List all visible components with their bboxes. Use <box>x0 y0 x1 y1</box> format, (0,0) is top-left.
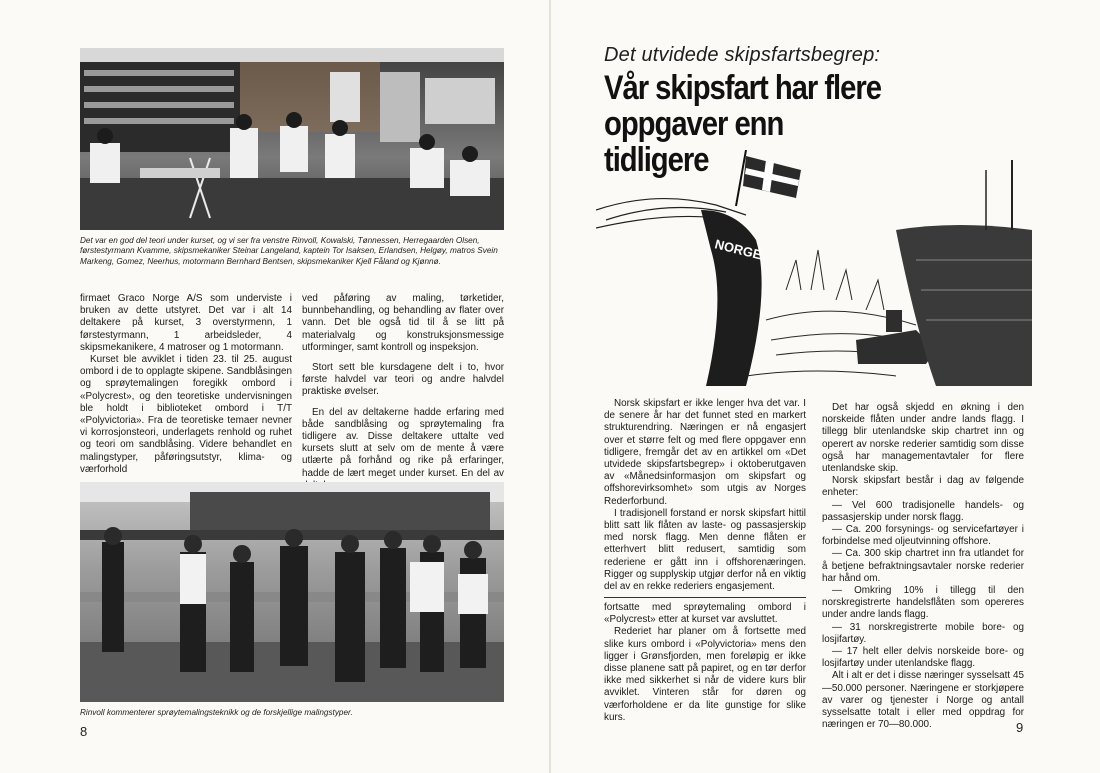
paragraph: firmaet Graco Norge A/S som underviste i bruken av dette utstyret. Det var i alt 14 deltakere på kurset, 3 overstyrmenn, 1 førstestyrmann, 1 arbeidsleder, 4 skipsmekanikere, 4 matroser og 1 motormann. <box>80 293 292 353</box>
illustration-label: NORGE <box>713 236 764 263</box>
list-item: — Vel 600 tradisjonelle handels- og passasjerskip under norsk flagg. <box>822 499 1024 523</box>
article-headline: Vår skipsfart har flere oppgaver enn tidligere <box>604 69 881 179</box>
right-article-column-2 <box>822 402 1024 731</box>
right-article-column-1 <box>604 398 806 593</box>
classroom-photo <box>80 48 504 230</box>
paragraph: En del av deltakerne hadde erfaring med både sandblåsing og sprøytemaling fra tidligere av. Disse deltakere uttalte ved kursets slutt at selv om de mente å være utlærte på forhånd og rike på erfaringer, hadde de lært meget under kurset. En del av <box>302 406 504 479</box>
left-article-column-2 <box>302 293 504 492</box>
paragraph: Det har også skjedd en økning i den norskeide flåten under andre lands flagg. I tillegg blir utenlandske skip chartret inn og operert av norske rederier samtidig som disse også har managementavtaler for flere utenlandske skip. <box>822 402 1024 475</box>
bottom-photo-caption: Rinvoll kommenterer sprøytemalingsteknikk og de forskjellige malingstyper. <box>80 708 353 717</box>
list-item: — 17 helt eller delvis norskeide bore- og losjifartøy under utenlandske flagg. <box>822 646 1024 670</box>
continuation-rule <box>604 597 806 598</box>
paragraph: Norsk skipsfart består i dag av følgende enheter: <box>822 475 1024 499</box>
list-item: — Omkring 10% i tillegg til den norskregistrerte handelsflåten som opereres under andre lands flagg. <box>822 585 1024 621</box>
page-gutter <box>549 0 551 773</box>
page-number-right: 9 <box>1016 720 1024 735</box>
paragraph: fortsatte med sprøytemaling ombord i «Polycrest» etter at kurset var avsluttet. <box>604 602 806 626</box>
right-article-column-1b <box>604 602 806 724</box>
paragraph: Kurset ble avviklet i tiden 23. til 25. august ombord i de to opplagte skipene. Sandblåsingen og sprøytemalingen foregikk ombord i «Polycrest», og den teoretiske undervisningen ble holdt i biblioteket ombord i T/T «Polyvictoria». Fra de teoretiske temaer nevner vi korrosjonsteori, underlagets renhold og ruhet og teori om sandblåsing. Videre behandlet en malingstyper, påføringsutstyr, klima- og værforhold <box>80 354 292 475</box>
deck-workers-photo <box>80 482 504 702</box>
left-article-column-1 <box>80 293 292 476</box>
list-item: — 31 norskregistrerte mobile bore- og losjifartøy. <box>822 621 1024 645</box>
list-item: — Ca. 300 skip chartret inn fra utlandet for å betjene befraktningsavtaler norske rederier har hånd om. <box>822 548 1024 584</box>
paragraph: I tradisjonell forstand er norsk skipsfart hittil blitt satt lik flåten av laste- og passasjerskip med norsk flagg. Men denne flåten er etterhvert blitt redusert, samtidig som rederiene er gått inn i offshorenæringen. Rigger og supplyskip utgjør derfor nå en viktig del av en rekke rederiers engasjement. <box>604 507 806 593</box>
paragraph: Alt i alt er det i disse næringer sysselsatt 45—50.000 personer. Næringene er storkjøpere av varer og tjenester i Norge og antall sysselsatte totalt i eller med oppdrag for næringen er 70—80.000. <box>822 670 1024 731</box>
paragraph: Stort sett ble kursdagene delt i to, hvor første halvdel var teori og andre halvdel praktiske øvelser. <box>302 362 504 398</box>
harbour-illustration <box>596 150 1032 386</box>
list-item: — Ca. 200 forsynings- og servicefartøyer i forbindelse med oljeutvinning offshore. <box>822 524 1024 548</box>
paragraph: Rederiet har planer om å fortsette med slike kurs ombord i «Polyvictoria» mens den ligger i Grønsfjorden, men foreløpig er ikke disse planene satt på papiret, og en tør derfor ikke med sikkerhet si når de videre kurs blir avviklet. Vinteren står for døren og værforholdene er da lite gunstige for slike kurs. <box>604 626 806 723</box>
article-kicker: Det utvidede skipsfartsbegrep: <box>604 44 881 66</box>
top-photo-caption: Det var en god del teori under kurset, og vi ser fra venstre Rinvoll, Kowalski, Tønnessen, Herregaarden Olsen, førstestyrmann Kvamme, skipsmekaniker Steinar Langeland, kaptein Tor Isaksen, Erlandsen, Helgøy, matros Svein Markeng, Gomez, Neerhus, motormann Bernhard Bentsen, skipsmekaniker Kjell Fåland og Kjønnø. <box>80 236 498 266</box>
page-number-left: 8 <box>80 724 88 739</box>
paragraph: Norsk skipsfart er ikke lenger hva det var. I de senere år har det funnet sted en markert strukturendring. Næringen er nå engasjert over et større felt og med flere oppgaver enn tidligere, fremgår det av en artikkel om «Det utvidede skipsfartsbegrep» i oktoberutgaven av «Månedsinformasjon om skipsfart og offshorevirksomhet» som utgis av Norges Rederforbund. <box>604 398 806 507</box>
paragraph: ved påføring av maling, tørketider, bunnbehandling, og behandling av flater over vann. Det ble også tid til å se litt på materialvalg og konstruksjonsmessige utforminger, samt kontroll og inspeksjon. <box>302 293 504 353</box>
